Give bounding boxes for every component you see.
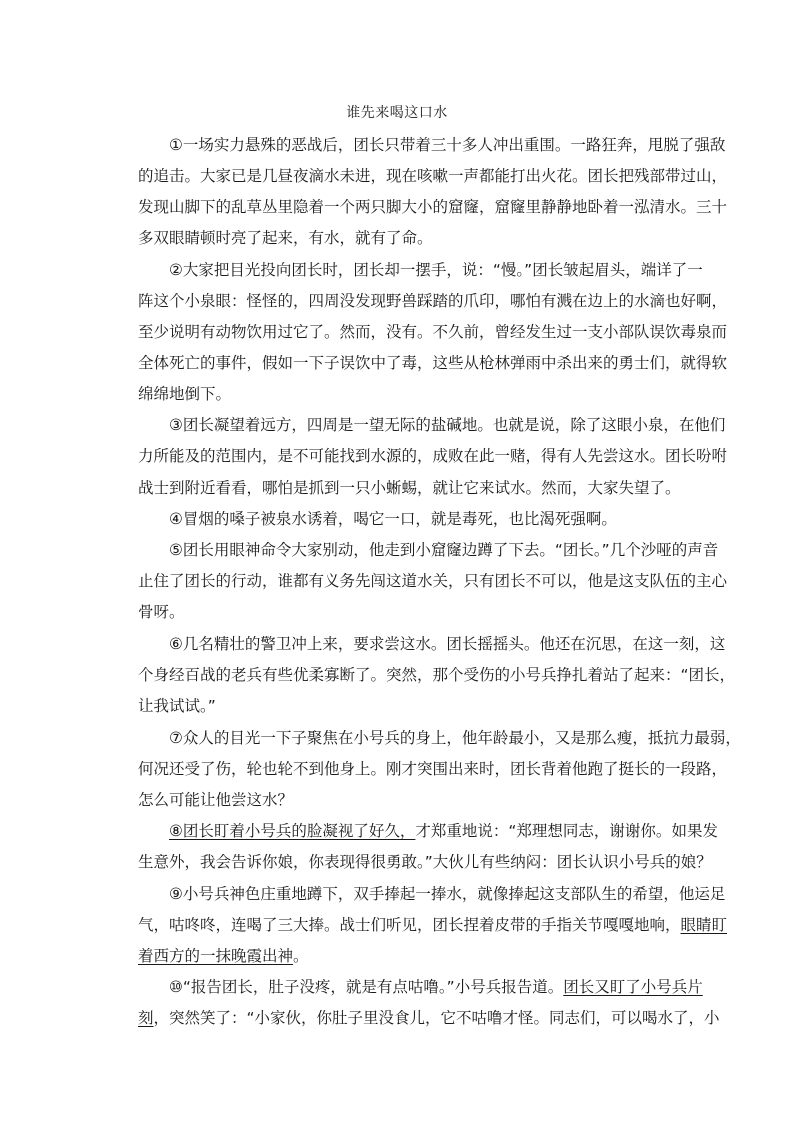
paragraph-5-line-3: 骨呀。 [138, 603, 185, 621]
paragraph-10-line-1 [169, 976, 703, 998]
paragraph-6-line-1: ⑥几名精壮的警卫冲上来，要求尝这水。团长摇摇头。他还在沉思，在这一刻，这 [169, 635, 726, 653]
paragraph-3-line-3: 战士到附近看看，哪怕是抓到一只小蜥蜴，就让它来试水。然而，大家失望了。 [138, 479, 681, 497]
paragraph-6-line-2: 个身经百战的老兵有些优柔寡断了。突然，那个受伤的小号兵挣扎着站了起来：“团长， [138, 666, 736, 684]
paragraph-10-line-2 [138, 1007, 720, 1029]
paragraph-9-line-1: ⑨小号兵神色庄重地蹲下，双手捧起一捧水，就像捧起这支部队生的希望，他运足 [169, 885, 726, 903]
paragraph-1-line-4: 多双眼睛顿时亮了起来，有水，就有了命。 [138, 229, 433, 247]
paragraph-9-line-2 [138, 914, 728, 936]
paragraph-7-line-2: 何况还受了伤，轮也轮不到他身上。刚才突围出来时，团长背着他跑了挺长的一段路， [138, 760, 728, 778]
paragraph-9-line-3-text: 。 [293, 947, 309, 965]
paragraph-8-line-1 [169, 820, 718, 842]
paragraph-8-line-2: 生意外，我会告诉你娘，你表现得很勇敢。”大伙儿有些纳闷：团长认识小号兵的娘？ [138, 853, 712, 871]
paragraph-9-line-3 [138, 945, 678, 967]
paragraph-2-line-3: 至少说明有动物饮用过它了。然而，没有。不久前，曾经发生过一支小部队误饮毒泉而 [138, 323, 728, 341]
underlined-phrase: 团长又盯了小号兵片 [563, 978, 703, 996]
paragraph-1-line-1: ①一场实力悬殊的恶战后，团长只带着三十多人冲出重围。一路狂奔，甩脱了强敌 [169, 136, 726, 154]
underlined-phrase: ⑧团长盯着小号兵的脸凝视了好久， [169, 822, 416, 840]
paragraph-4-line-1: ④冒烟的嗓子被泉水诱着，喝它一口，就是毒死，也比渴死强啊。 [169, 510, 617, 528]
underlined-phrase: 眼睛盯 [680, 916, 728, 934]
paragraph-5-line-2: 止住了团长的行动，谁都有义务先闯这道水关，只有团长不可以，他是这支队伍的主心 [138, 572, 728, 590]
paragraph-2-line-5: 绵绵地倒下。 [138, 385, 232, 403]
paragraph-7-line-3: 怎么可能让他尝这水？ [138, 791, 294, 809]
paragraph-10-line-2-text: ，突然笑了：“小家伙，你肚子里没食儿，它不咕噜才怪。同志们，可以喝水了，小 [153, 1009, 720, 1027]
paragraph-10-line-1-text: ⑩“报告团长，肚子没疼，就是有点咕噜。”小号兵报告道。 [169, 978, 564, 996]
underlined-phrase: 着西方的一抹晚霞出神 [138, 947, 294, 965]
paragraph-6-line-3: 让我试试。” [138, 697, 216, 715]
paragraph-8-line-1-text: 才郑重地说：“郑理想同志，谢谢你。如果发 [415, 822, 718, 840]
paragraph-2-line-2: 阵这个小泉眼：怪怪的，四周没发现野兽踩踏的爪印，哪怕有溅在边上的水滴也好啊， [138, 292, 728, 310]
paragraph-3-line-1: ③团长凝望着远方，四周是一望无际的盐碱地。也就是说，除了这眼小泉，在他们 [169, 416, 726, 434]
paragraph-5-line-1: ⑤团长用眼神命令大家别动，他走到小窟窿边蹲了下去。“团长。”几个沙哑的声音 [169, 541, 719, 559]
paragraph-2-line-1: ②大家把目光投向团长时，团长却一摆手，说：“慢。”团长皱起眉头，端详了一 [169, 261, 703, 279]
paragraph-7-line-1: ⑦众人的目光一下子聚焦在小号兵的身上，他年龄最小，又是那么瘦，抵抗力最弱， [169, 729, 741, 747]
paragraph-1-line-3: 发现山脚下的乱草丛里隐着一个两只脚大小的窟窿，窟窿里静静地卧着一泓清水。三十 [138, 198, 728, 216]
underlined-phrase: 刻 [138, 1009, 154, 1027]
paragraph-9-line-2-text: 气，咕咚咚，连喝了三大捧。战士们听见，团长捏着皮带的手指关节嘎嘎地响， [138, 916, 681, 934]
paragraph-3-line-2: 力所能及的范围内，是不可能找到水源的，成败在此一赌，得有人先尝这水。团长吩咐 [138, 447, 728, 465]
paragraph-2-line-4: 全体死亡的事件，假如一下子误饮中了毒，这些从枪林弹雨中杀出来的勇士们，就得软 [138, 354, 728, 372]
page-title: 谁先来喝这口水 [346, 105, 448, 121]
paragraph-1-line-2: 的追击。大家已是几昼夜滴水未进，现在咳嗽一声都能打出火花。团长把残部带过山， [138, 167, 728, 185]
